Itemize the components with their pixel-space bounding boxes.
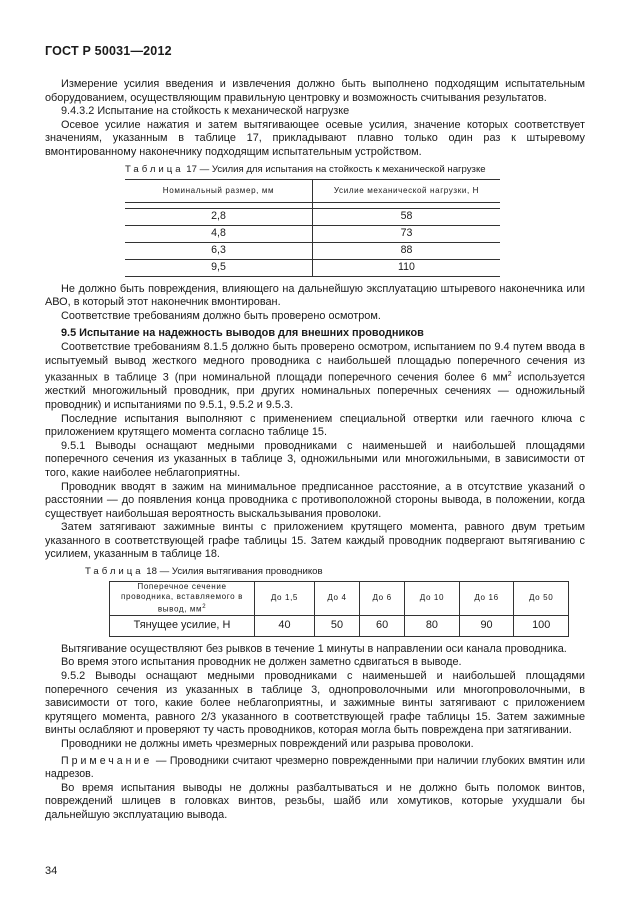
table-cell: 4,8 xyxy=(125,225,313,242)
paragraph: Не должно быть повреждения, влияющего на дальнейшую эксплуатацию штыревого наконечника или АВО, в который этот наконечник вмонтирован. xyxy=(45,282,585,309)
paragraph: Во время испытания выводы не должны разбалтываться и не должно быть поломок винтов, повреждений шлицев в головках винтов, резьбы, шайб или хомутиков, которые ухудшали бы дальнейшую эксплуатацию вывода. xyxy=(45,781,585,821)
paragraph: 9.5.1 Выводы оснащают медными проводниками с наименьшей и наибольшей площадями поперечного сечения из указанных в таблице 3, одножильными или многожильными, в зависимости от того, какие наиболее неблагоприятны. xyxy=(45,439,585,479)
paragraph-part: Соответствие требованиям 8.1.5 должно быть проверено осмотром, испытанием по 9.4 путем ввода в испытуемый вывод жесткого медного проводника с наибольшей площадью поперечного сечения из указанных в таблице 3 (при номинальной площади поперечного сечения более 6 мм xyxy=(45,340,585,384)
table-header-cell: Усилие механической нагрузки, Н xyxy=(313,179,501,202)
table-row xyxy=(110,615,569,636)
paragraph xyxy=(45,341,585,413)
table-header-cell: Номинальный размер, мм xyxy=(125,179,313,202)
table-17-caption xyxy=(125,164,585,176)
table-cell: Тянущее усилие, Н xyxy=(110,615,255,636)
note-text: — Проводники считают чрезмерно поврежденными при наличии глубоких вмятин или надрезов. xyxy=(45,754,585,781)
table-header-cell: До 6 xyxy=(360,582,405,616)
paragraph-part: используется жесткий многожильный проводник, при других номинальных поперечных сечениях — одножильный проводник) и испытаниями по 9.5.1, 9.5.2 и 9.5.3. xyxy=(45,371,585,411)
note-label: Примечание xyxy=(61,754,153,767)
table-cell: 6,3 xyxy=(125,242,313,259)
paragraph: Во время этого испытания проводник не должен заметно сдвигаться в выводе. xyxy=(61,656,462,669)
table-caption-word: Таблица xyxy=(125,163,184,175)
table-cell: 110 xyxy=(313,259,501,276)
table-cell: 100 xyxy=(514,615,569,636)
page-content xyxy=(45,78,585,822)
table-caption-text: 18 — Усилия вытягивания проводников xyxy=(146,566,323,578)
table-header-cell: До 10 xyxy=(405,582,460,616)
page-number: 34 xyxy=(45,865,58,877)
table-cell: 50 xyxy=(314,615,359,636)
table-cell: 73 xyxy=(313,225,501,242)
paragraph: 9.5.2 Выводы оснащают медными проводниками с наименьшей и наибольшей площадями поперечного сечения из указанных в таблице 3, однопроволочными или многопроволочными, в зависимости от того, какие более неблагоприятны, и зажимные винты затягивают с приложением крутящего момента, равного 2/3 указанного в соответствующей графе таблицы 15. Затем зажимные винты ослабляют и проверяют ту часть проводников, которая могла быть повреждена при затягивании. xyxy=(45,669,585,737)
superscript: 2 xyxy=(507,371,512,379)
table-header-cell: До 50 xyxy=(514,582,569,616)
table-cell: 80 xyxy=(405,615,460,636)
table-caption-text: 17 — Усилия для испытания на стойкость к механической нагрузке xyxy=(186,163,486,175)
table-cell: 58 xyxy=(313,208,501,225)
table-header-row xyxy=(125,179,500,202)
table-cell: 88 xyxy=(313,242,501,259)
table-caption-word: Таблица xyxy=(85,566,144,578)
table-cell: 9,5 xyxy=(125,259,313,276)
subsection-title: 9.4.3.2 Испытание на стойкость к механической нагрузке xyxy=(61,105,350,118)
table-header-cell: До 16 xyxy=(459,582,514,616)
table-header-cell: До 4 xyxy=(314,582,359,616)
paragraph: Измерение усилия введения и извлечения должно быть выполнено подходящим испытательным оборудованием, осуществляющим правильную центровку и возможность считывания результатов. xyxy=(45,78,585,104)
table-header-cell: Поперечное сечение проводника, вставляемого в вывод, $мм^2$ xyxy=(110,582,255,616)
paragraph: Последние испытания выполняют с применением специальной отвертки или гаечного ключа с приложением крутящего момента согласно таблице 15. xyxy=(45,412,585,439)
table-header-cell: До 1,5 xyxy=(255,582,315,616)
paragraph: Проводник вводят в зажим на минимальное предписанное расстояние, а в отсутствие указаний о расстоянии — до появления конца проводника с противоположной стороны вывода, в положении, когда существует наибольшая вероятность выскальзывания проволоки. xyxy=(45,480,585,520)
table-row xyxy=(125,225,500,242)
section-title: 9.5 Испытание на надежность выводов для внешних проводников xyxy=(61,327,424,340)
table-18-caption xyxy=(85,566,585,578)
table-18 xyxy=(109,581,569,637)
note xyxy=(45,755,585,782)
table-cell: 60 xyxy=(360,615,405,636)
paragraph: Осевое усилие нажатия и затем вытягивающее осевые усилия, значение которых соответствует значениям, указанным в таблице 17, прикладывают плавно только один раз к штыревому вмонтированному наконечнику подходящим испытательным устройством. xyxy=(45,118,585,158)
table-cell: 40 xyxy=(255,615,315,636)
document-header: ГОСТ Р 50031—2012 xyxy=(45,44,172,58)
table-row xyxy=(125,208,500,225)
paragraph: Вытягивание осуществляют без рывков в течение 1 минуты в направлении оси канала проводника. xyxy=(61,642,567,655)
paragraph: Проводники не должны иметь чрезмерных повреждений или разрыва проволоки. xyxy=(61,737,474,750)
table-17 xyxy=(125,179,500,277)
table-header-row xyxy=(110,582,569,616)
table-row xyxy=(125,242,500,259)
table-cell: 90 xyxy=(459,615,514,636)
table-cell: 2,8 xyxy=(125,208,313,225)
paragraph: Соответствие требованиям должно быть проверено осмотром. xyxy=(61,309,381,322)
paragraph: Затем затягивают зажимные винты с приложением крутящего момента, равного двум третьим указанного в соответствующей графе таблицы 15. Затем каждый проводник подвергают вытягиванию с усилием, указанным в таблице 18. xyxy=(45,521,585,561)
table-row xyxy=(125,259,500,276)
